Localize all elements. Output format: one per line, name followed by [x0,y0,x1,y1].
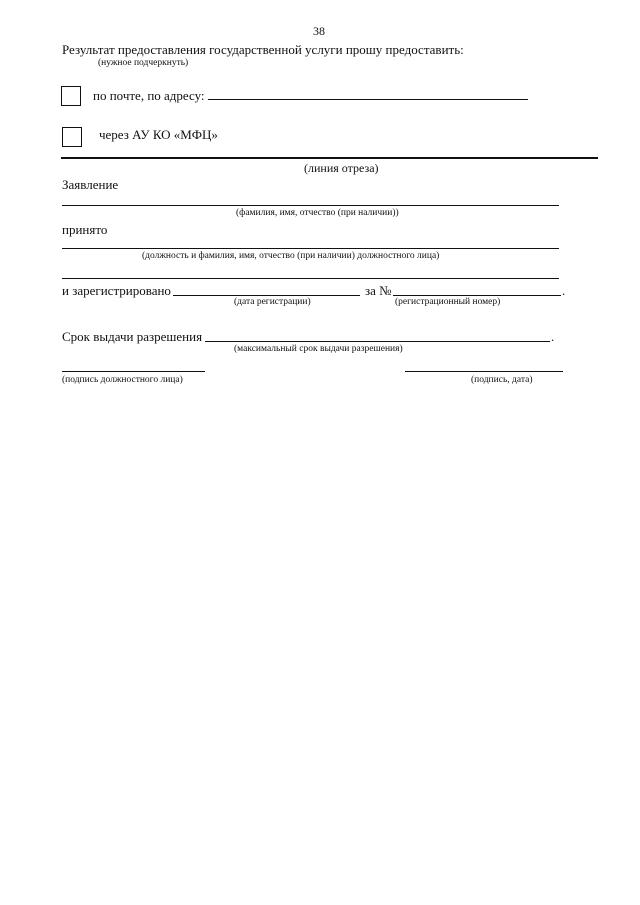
number-label: за № [365,283,392,298]
official-name-line[interactable] [62,248,559,249]
signature-date-caption: (подпись, дата) [471,375,533,385]
applicant-name-line[interactable] [62,205,559,206]
applicant-signature-line[interactable] [405,371,563,372]
cut-line [61,157,598,159]
reg-date-line[interactable] [173,295,360,296]
page-number: 38 [313,24,325,38]
address-field-line[interactable] [208,99,528,100]
statement-label: Заявление [62,177,119,192]
cut-line-caption: (линия отреза) [304,161,379,175]
mail-option-checkbox[interactable] [61,86,81,106]
mfc-option-checkbox[interactable] [62,127,82,147]
official-signature-line[interactable] [62,371,205,372]
term-label: Срок выдачи разрешения [62,329,203,344]
reg-period: . [562,283,566,298]
reg-number-line[interactable] [393,295,561,296]
official-caption: (должность и фамилия, имя, отчество (при наличии) должностного лица) [142,251,440,261]
mail-option-label: по почте, по адресу: [93,88,205,103]
official-name-line-2[interactable] [62,278,559,279]
term-line[interactable] [205,341,550,342]
official-signature-caption: (подпись должностного лица) [62,375,183,385]
reg-date-caption: (дата регистрации) [234,297,311,307]
registered-label: и зарегистрировано [62,283,171,298]
reg-number-caption: (регистрационный номер) [395,297,501,307]
result-request-text: Результат предоставления государственной услуги прошу предоставить: [62,42,464,57]
underline-hint: (нужное подчеркнуть) [98,58,189,68]
accepted-label: принято [62,222,108,237]
fio-caption: (фамилия, имя, отчество (при наличии)) [236,208,399,218]
term-caption: (максимальный срок выдачи разрешения) [234,344,403,354]
term-period: . [551,329,555,344]
mfc-option-label: через АУ КО «МФЦ» [99,127,218,142]
